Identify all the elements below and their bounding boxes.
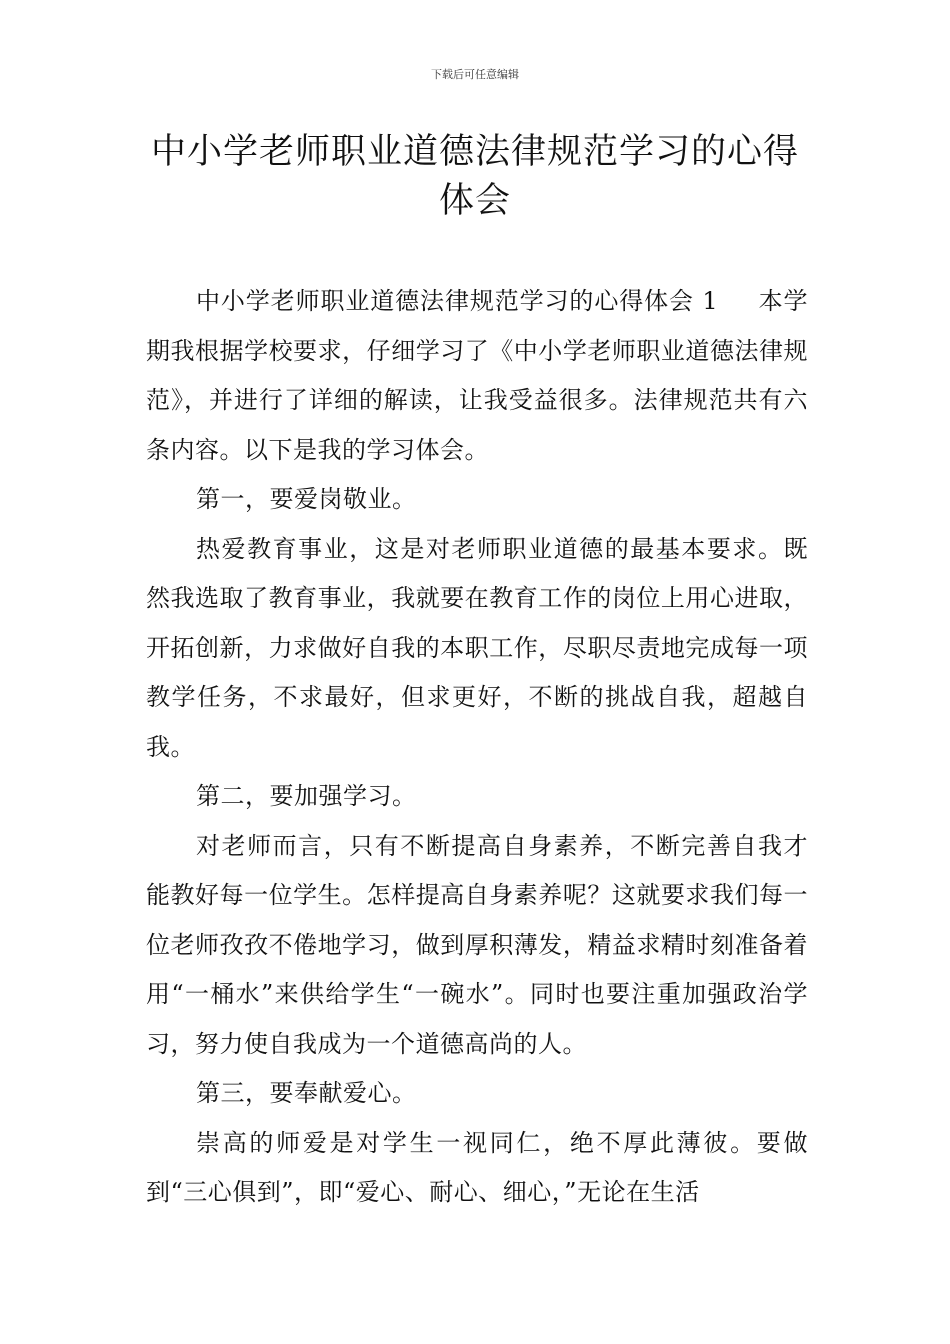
paragraph-1: 热爱教育事业，这是对老师职业道德的最基本要求。既然我选取了教育事业，我就要在教育工作的岗位上用心进取，开拓创新，力求做好自我的本职工作，尽职尽责地完成每一项教学任务，不求最好，但求更好，不断的挑战自我，超越自我。 (146, 534, 808, 761)
paragraph-intro (146, 277, 808, 475)
paragraph-3: 崇高的师爱是对学生一视同仁，绝不厚此薄彼。要做到“三心俱到”，即“爱心、耐心、细心，”无论在生活 (146, 1128, 808, 1206)
section-heading-2: 第二，要加强学习。 (196, 782, 417, 810)
paragraph-2: 对老师而言，只有不断提高自身素养，不断完善自我才能教好每一位学生。怎样提高自身素养呢？这就要求我们每一位老师孜孜不倦地学习，做到厚积薄发，精益求精时刻准备着用“一桶水”来供给学生“一碗水”。同时也要注重加强政治学习，努力使自我成为一个道德高尚的人。 (146, 831, 808, 1058)
page-header-note: 下载后可任意编辑 (431, 68, 519, 81)
section-heading-1: 第一，要爱岗敬业。 (196, 485, 417, 513)
document-title (130, 128, 820, 226)
paragraph-intro-text: 本学期我根据学校要求，仔细学习了《中小学老师职业道德法律规范》，并进行了详细的解读，让我受益很多。法律规范共有六条内容。以下是我的学习体会。 (146, 287, 808, 464)
section-heading-3: 第三，要奉献爱心。 (196, 1079, 417, 1107)
document-title-line-1: 中小学老师职业道德法律规范学习的心得 (150, 132, 799, 172)
paragraph-intro-lead: 中小学老师职业道德法律规范学习的心得体会 1 (196, 287, 719, 315)
document-body (146, 277, 808, 1218)
document-title-line-2: 体会 (438, 181, 511, 221)
